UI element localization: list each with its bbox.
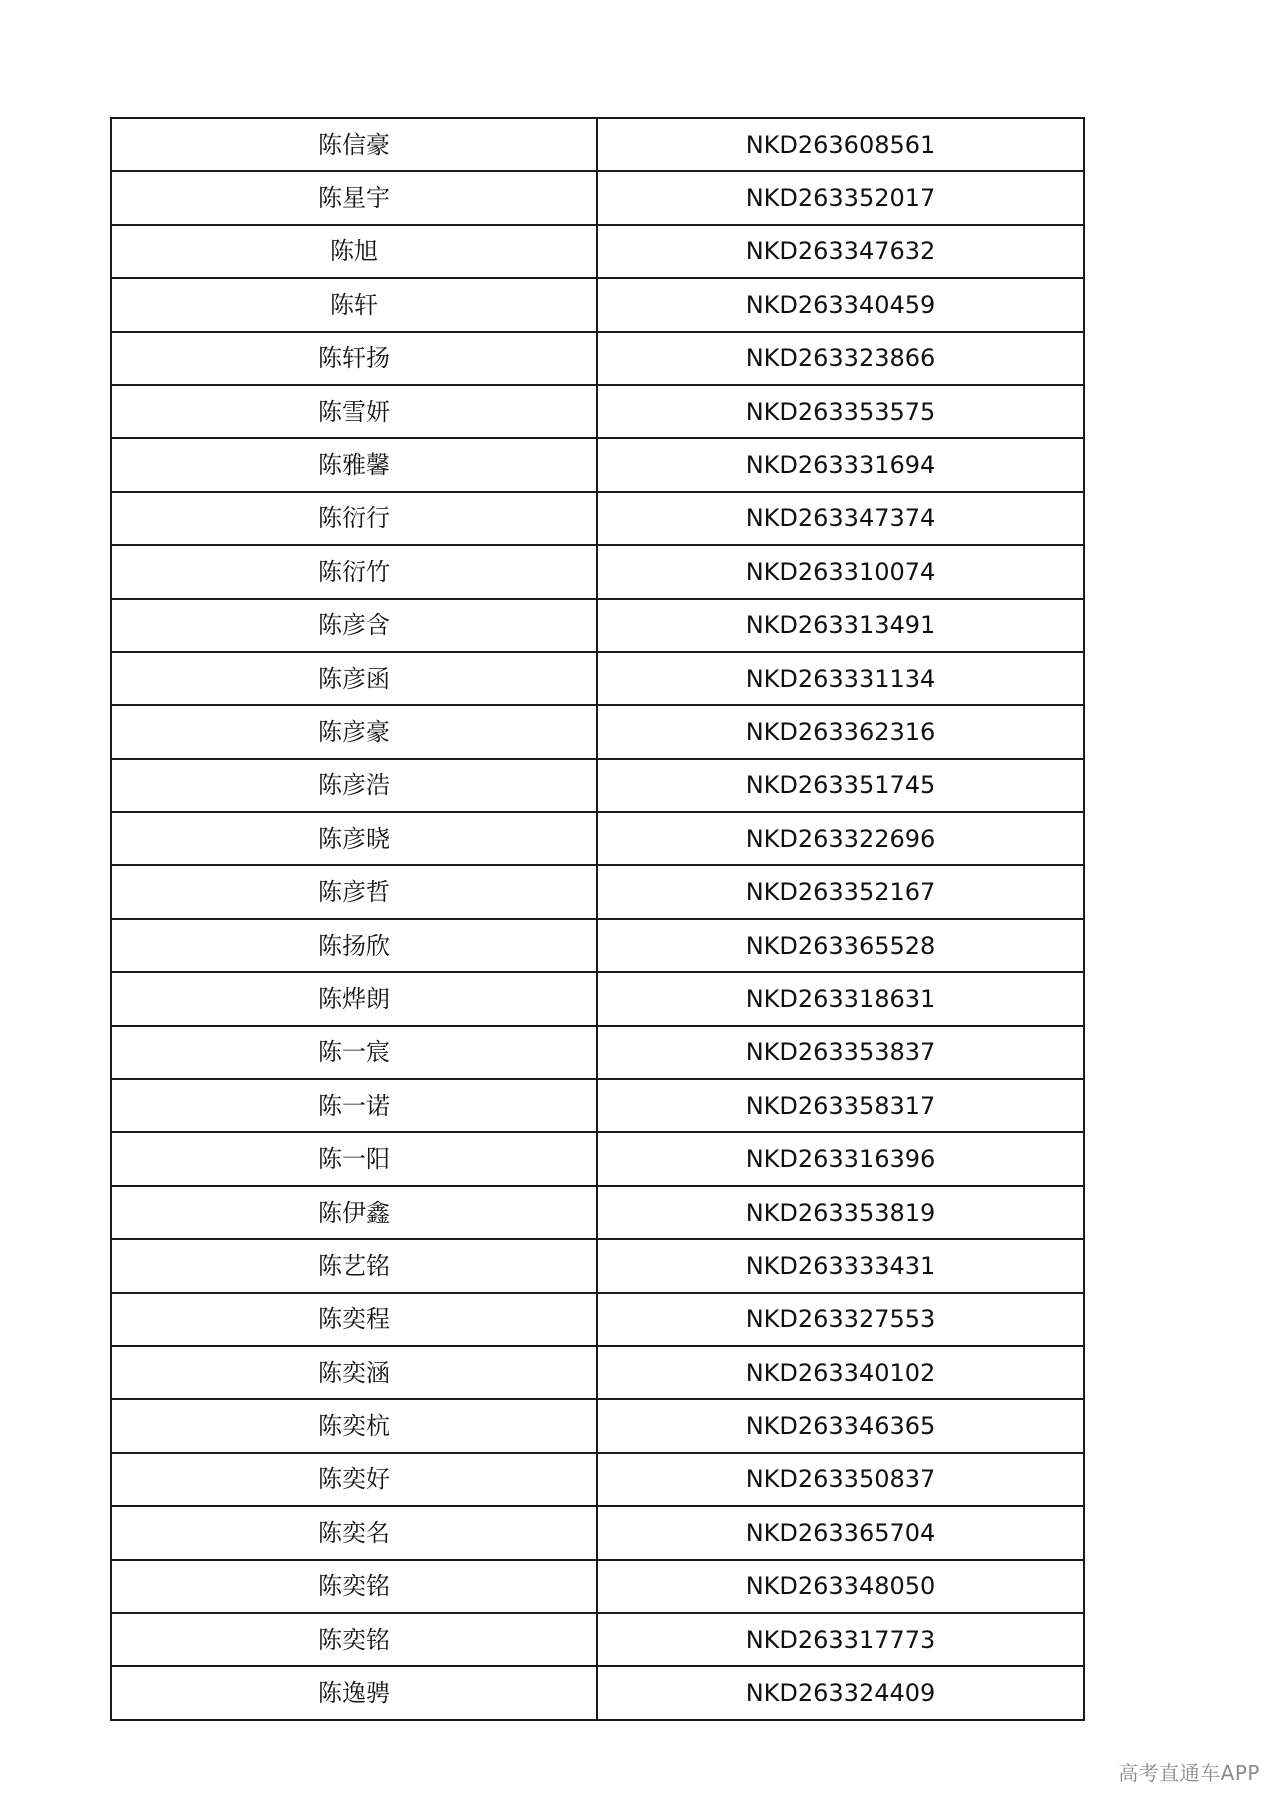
student-name-cell: 陈彦豪 <box>111 705 597 758</box>
student-id-cell: NKD263347632 <box>597 225 1084 278</box>
student-id-cell: NKD263353837 <box>597 1026 1084 1079</box>
table-row <box>111 865 1084 918</box>
table-row <box>111 1239 1084 1292</box>
student-name-cell: 陈星宇 <box>111 171 597 224</box>
table-row <box>111 652 1084 705</box>
table-row <box>111 1079 1084 1132</box>
table-row <box>111 1453 1084 1506</box>
student-id-cell: NKD263353819 <box>597 1186 1084 1239</box>
student-id-cell: NKD263318631 <box>597 972 1084 1025</box>
student-id-cell: NKD263340102 <box>597 1346 1084 1399</box>
table-row <box>111 492 1084 545</box>
student-id-cell: NKD263316396 <box>597 1132 1084 1185</box>
student-name-cell: 陈彦浩 <box>111 759 597 812</box>
student-name-cell: 陈扬欣 <box>111 919 597 972</box>
student-name-cell: 陈信豪 <box>111 118 597 171</box>
student-name-cell: 陈彦含 <box>111 599 597 652</box>
student-id-cell: NKD263322696 <box>597 812 1084 865</box>
student-id-cell: NKD263365528 <box>597 919 1084 972</box>
student-name-cell: 陈烨朗 <box>111 972 597 1025</box>
student-name-cell: 陈彦哲 <box>111 865 597 918</box>
student-id-cell: NKD263340459 <box>597 278 1084 331</box>
table-row <box>111 1613 1084 1666</box>
student-id-cell: NKD263327553 <box>597 1293 1084 1346</box>
student-name-cell: 陈奕名 <box>111 1506 597 1559</box>
table-row <box>111 1399 1084 1452</box>
student-id-cell: NKD263365704 <box>597 1506 1084 1559</box>
student-name-cell: 陈逸骋 <box>111 1666 597 1719</box>
roster-table <box>110 117 1085 1721</box>
student-id-cell: NKD263347374 <box>597 492 1084 545</box>
table-row <box>111 332 1084 385</box>
table-row <box>111 1132 1084 1185</box>
table-row <box>111 1293 1084 1346</box>
student-id-cell: NKD263351745 <box>597 759 1084 812</box>
table-row <box>111 972 1084 1025</box>
table-row <box>111 438 1084 491</box>
student-id-cell: NKD263608561 <box>597 118 1084 171</box>
student-id-cell: NKD263323866 <box>597 332 1084 385</box>
student-id-cell: NKD263352167 <box>597 865 1084 918</box>
student-name-cell: 陈雪妍 <box>111 385 597 438</box>
table-row <box>111 1026 1084 1079</box>
table-row <box>111 1506 1084 1559</box>
student-id-cell: NKD263346365 <box>597 1399 1084 1452</box>
student-name-cell: 陈旭 <box>111 225 597 278</box>
student-name-cell: 陈一宸 <box>111 1026 597 1079</box>
student-name-cell: 陈艺铭 <box>111 1239 597 1292</box>
table-row <box>111 1560 1084 1613</box>
student-name-cell: 陈轩 <box>111 278 597 331</box>
student-name-cell: 陈伊鑫 <box>111 1186 597 1239</box>
student-name-cell: 陈一诺 <box>111 1079 597 1132</box>
student-name-cell: 陈衍竹 <box>111 545 597 598</box>
table-row <box>111 1666 1084 1719</box>
student-name-cell: 陈彦晓 <box>111 812 597 865</box>
student-id-cell: NKD263324409 <box>597 1666 1084 1719</box>
table-row <box>111 705 1084 758</box>
student-id-cell: NKD263331134 <box>597 652 1084 705</box>
student-name-cell: 陈彦函 <box>111 652 597 705</box>
table-row <box>111 812 1084 865</box>
table-row <box>111 1346 1084 1399</box>
table-row <box>111 599 1084 652</box>
student-name-cell: 陈一阳 <box>111 1132 597 1185</box>
student-id-cell: NKD263352017 <box>597 171 1084 224</box>
student-name-cell: 陈衍行 <box>111 492 597 545</box>
student-name-cell: 陈雅馨 <box>111 438 597 491</box>
student-id-cell: NKD263333431 <box>597 1239 1084 1292</box>
student-id-cell: NKD263313491 <box>597 599 1084 652</box>
table-row <box>111 118 1084 171</box>
roster-table-body <box>111 118 1084 1720</box>
student-id-cell: NKD263362316 <box>597 705 1084 758</box>
student-id-cell: NKD263348050 <box>597 1560 1084 1613</box>
table-row <box>111 171 1084 224</box>
student-name-cell: 陈奕铭 <box>111 1560 597 1613</box>
table-row <box>111 1186 1084 1239</box>
watermark-text: 高考直通车APP <box>1118 1761 1260 1785</box>
student-id-cell: NKD263353575 <box>597 385 1084 438</box>
student-name-cell: 陈轩扬 <box>111 332 597 385</box>
table-row <box>111 278 1084 331</box>
table-row <box>111 225 1084 278</box>
student-name-cell: 陈奕铭 <box>111 1613 597 1666</box>
table-row <box>111 545 1084 598</box>
student-id-cell: NKD263350837 <box>597 1453 1084 1506</box>
student-name-cell: 陈奕杭 <box>111 1399 597 1452</box>
student-name-cell: 陈奕涵 <box>111 1346 597 1399</box>
student-name-cell: 陈奕好 <box>111 1453 597 1506</box>
student-id-cell: NKD263310074 <box>597 545 1084 598</box>
student-name-cell: 陈奕程 <box>111 1293 597 1346</box>
student-id-cell: NKD263317773 <box>597 1613 1084 1666</box>
table-row <box>111 385 1084 438</box>
student-id-cell: NKD263358317 <box>597 1079 1084 1132</box>
table-row <box>111 759 1084 812</box>
table-row <box>111 919 1084 972</box>
student-id-cell: NKD263331694 <box>597 438 1084 491</box>
